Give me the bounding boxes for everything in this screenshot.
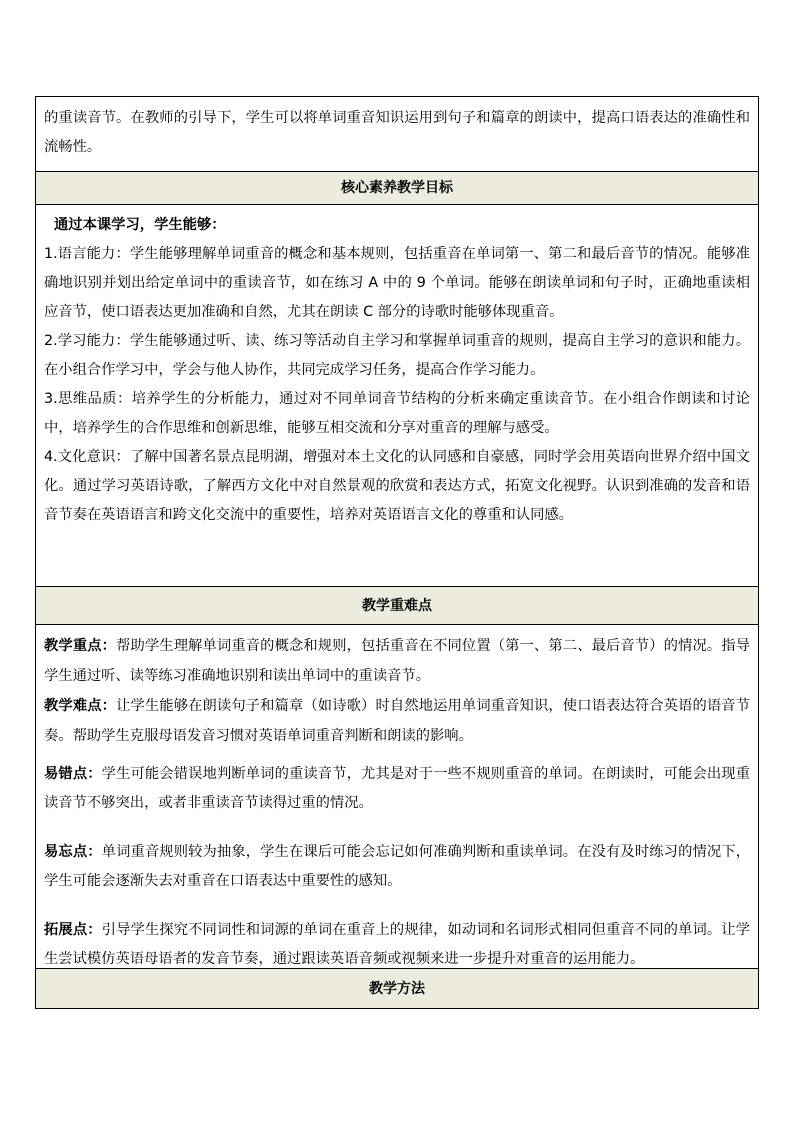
teaching-difficulty [44, 691, 750, 751]
extension-point [44, 916, 750, 974]
objective-item: 4.文化意识：了解中国著名景点昆明湖，增强对本土文化的认同感和自豪感，同时学会用英语向世界介绍中国文化。通过学习英语诗歌，了解西方文化中对自然景观的欣赏和表达方式，拓宽文化视野。认识到准确的发音和语音节奏在英语语言和跨文化交流中的重要性，培养对英语语言文化的尊重和认同感。 [44, 449, 750, 523]
easy-forget-text: 单词重音规则较为抽象，学生在课后可能会忘记如何准确判断和重读单词。在没有及时练习的情况下，学生可能会逐渐失去对重音在口语表达中重要性的感知。 [44, 844, 751, 889]
core-objectives-header [36, 171, 758, 204]
key-points-cell [36, 625, 758, 974]
intro-cell [36, 97, 758, 162]
core-objectives-title: 核心素养教学目标 [341, 180, 453, 196]
objective-item: 2.学习能力：学生能够通过听、读、练习等活动自主学习和掌握单词重音的规则，提高自主学习的意识和能力。在小组合作学习中，学会与他人协作，共同完成学习任务，提高合作学习能力。 [44, 333, 750, 378]
teaching-difficulty-text: 让学生能够在朗读句子和篇章（如诗歌）时自然地运用单词重音知识，使口语表达符合英语的语音节奏。帮助学生克服母语发音习惯对英语单词重音判断和朗读的影响。 [44, 698, 751, 744]
objective-item: 3.思维品质：培养学生的分析能力，通过对不同单词音节结构的分析来确定重读音节。在小组合作朗读和讨论中，培养学生的合作思维和创新思维，能够互相交流和分享对重音的理解与感受。 [44, 391, 750, 436]
objectives-lead: 通过本课学习，学生能够： [54, 217, 226, 233]
error-prone-text: 学生可能会错误地判断单词的重读音节，尤其是对于一些不规则重音的单词。在朗读时，可能会出现重读音节不够突出，或者非重读音节读得过重的情况。 [44, 766, 751, 811]
easy-forget-label: 易忘点： [44, 844, 102, 860]
teaching-methods-header [36, 968, 758, 1008]
error-prone-point [44, 760, 750, 818]
teaching-difficulty-label: 教学难点： [44, 698, 117, 714]
teaching-focus-text: 帮助学生理解单词重音的概念和规则，包括重音在不同位置（第一、第二、最后音节）的情况。指导学生通过听、读等练习准确地识别和读出单词中的重读音节。 [44, 638, 751, 684]
core-objectives-row [36, 204, 758, 586]
key-points-header [36, 586, 758, 624]
teaching-methods-title: 教学方法 [369, 981, 425, 997]
intro-text: 的重读音节。在教师的引导下，学生可以将单词重音知识运用到句子和篇章的朗读中，提高口语表达的准确性和流畅性。 [44, 110, 750, 155]
error-prone-label: 易错点： [44, 766, 102, 782]
extension-text: 引导学生探究不同词性和词源的单词在重音上的规律，如动词和名词形式相同但重音不同的单词。让学生尝试模仿英语母语者的发音节奏，通过跟读英语音频或视频来进一步提升对重音的运用能力。 [44, 922, 751, 967]
lesson-plan-table [35, 96, 759, 1009]
core-objectives-cell [36, 205, 758, 530]
easy-forget-point [44, 838, 750, 896]
key-points-row [36, 624, 758, 968]
intro-row [36, 97, 758, 171]
teaching-focus-label: 教学重点： [44, 638, 117, 654]
extension-label: 拓展点： [44, 922, 102, 938]
key-points-title: 教学重难点 [362, 598, 432, 614]
teaching-focus [44, 631, 750, 691]
objective-item: 1.语言能力：学生能够理解单词重音的概念和基本规则，包括重音在单词第一、第二和最后音节的情况。能够准确地识别并划出给定单词中的重读音节，如在练习 A 中的 9 个单词。能够在朗读单词和句子时，正确地重读相应音节，使口语表达更加准确和自然，尤其在朗读 C 部分的诗歌时能够体现重音。 [44, 246, 750, 320]
